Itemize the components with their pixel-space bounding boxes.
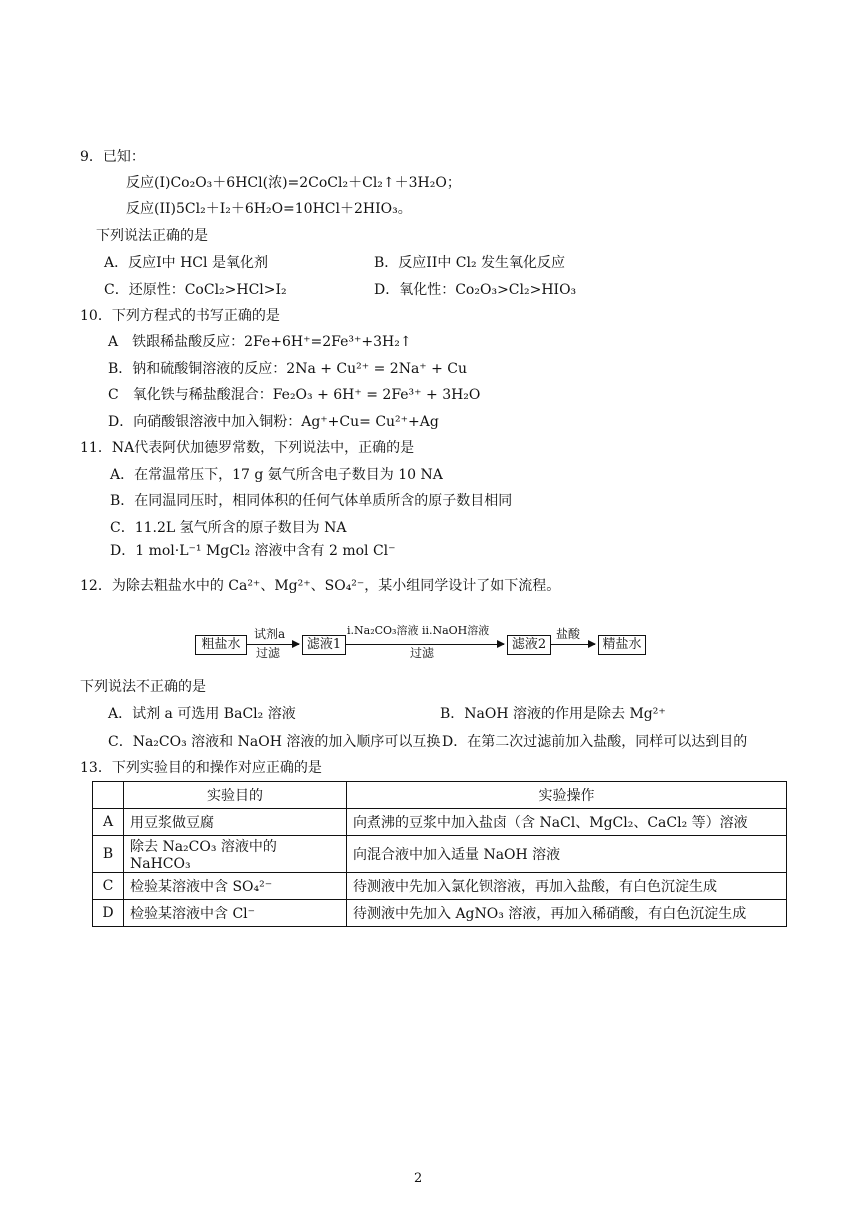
row-operation: 向煮沸的豆浆中加入盐卤（含 NaCl、MgCl₂、CaCl₂ 等）溶液 bbox=[347, 809, 787, 836]
q9-reaction-1: 反应(I)Co₂O₃＋6HCl(浓)=2CoCl₂＋Cl₂↑＋3H₂O； bbox=[126, 175, 461, 191]
flow-step1-filter: 过滤 bbox=[256, 646, 281, 660]
row-operation: 向混合液中加入适量 NaOH 溶液 bbox=[347, 836, 787, 873]
flow-step2-reagents: i.Na₂CO₃溶液 ii.NaOH溶液 bbox=[347, 624, 490, 637]
table-row bbox=[93, 873, 787, 900]
q10-option-b: B．钠和硫酸铜溶液的反应：2Na + Cu²⁺ = 2Na⁺ + Cu bbox=[108, 361, 468, 377]
row-key: D bbox=[93, 900, 124, 927]
row-operation: 待测液中先加入氯化钡溶液，再加入盐酸，有白色沉淀生成 bbox=[347, 873, 787, 900]
row-operation: 待测液中先加入 AgNO₃ 溶液，再加入稀硝酸，有白色沉淀生成 bbox=[347, 900, 787, 927]
q11-option-c: C．11.2L 氢气所含的原子数目为 NA bbox=[110, 520, 347, 536]
q12-option-b: B．NaOH 溶液的作用是除去 Mg²⁺ bbox=[440, 706, 666, 722]
experiment-table bbox=[92, 781, 787, 927]
flow-step3-acid: 盐酸 bbox=[556, 627, 581, 641]
flow-box-refined-brine: 精盐水 bbox=[598, 635, 646, 655]
q12-option-c: C．Na₂CO₃ 溶液和 NaOH 溶液的加入顺序可以互换 bbox=[108, 734, 441, 750]
q10-stem: 10．下列方程式的书写正确的是 bbox=[80, 308, 280, 324]
q9-option-b: B．反应II中 Cl₂ 发生氧化反应 bbox=[374, 255, 566, 271]
row-purpose: 检验某溶液中含 SO₄²⁻ bbox=[124, 873, 347, 900]
row-key: A bbox=[93, 809, 124, 836]
table-header-row bbox=[93, 782, 787, 809]
page-number: 2 bbox=[414, 1171, 423, 1186]
row-purpose: 用豆浆做豆腐 bbox=[124, 809, 347, 836]
row-purpose: 检验某溶液中含 Cl⁻ bbox=[124, 900, 347, 927]
flow-box-filtrate-2: 滤液2 bbox=[507, 635, 551, 655]
row-key: B bbox=[93, 836, 124, 873]
q9-option-a: A．反应I中 HCl 是氧化剂 bbox=[104, 255, 268, 271]
q9-stem: 9．已知： bbox=[80, 149, 145, 165]
table-header-purpose: 实验目的 bbox=[124, 782, 347, 809]
q12-prompt: 下列说法不正确的是 bbox=[80, 679, 206, 695]
flow-box-crude-brine: 粗盐水 bbox=[195, 635, 247, 655]
q10-option-d: D．向硝酸银溶液中加入铜粉：Ag⁺+Cu= Cu²⁺+Ag bbox=[108, 414, 439, 430]
q9-reaction-2: 反应(II)5Cl₂＋I₂＋6H₂O=10HCl＋2HIO₃。 bbox=[126, 201, 412, 217]
q9-option-c: C．还原性：CoCl₂>HCl>I₂ bbox=[104, 282, 287, 298]
q13-stem: 13．下列实验目的和操作对应正确的是 bbox=[80, 760, 322, 776]
q9-option-d: D．氧化性：Co₂O₃>Cl₂>HIO₃ bbox=[374, 282, 577, 298]
q10-option-c: C 氧化铁与稀盐酸混合：Fe₂O₃ + 6H⁺ = 2Fe³⁺ + 3H₂O bbox=[108, 387, 481, 403]
flow-arrow-2 bbox=[346, 644, 504, 645]
flow-step1-reagent: 试剂a bbox=[254, 627, 286, 641]
table-header-operation: 实验操作 bbox=[347, 782, 787, 809]
q11-stem: 11．NA代表阿伏加德罗常数，下列说法中，正确的是 bbox=[80, 440, 415, 456]
q11-option-b: B．在同温同压时，相同体积的任何气体单质所含的原子数目相同 bbox=[110, 493, 513, 509]
q12-option-a: A．试剂 a 可选用 BaCl₂ 溶液 bbox=[108, 706, 296, 722]
table-row bbox=[93, 900, 787, 927]
row-key: C bbox=[93, 873, 124, 900]
q12-stem: 12．为除去粗盐水中的 Ca²⁺、Mg²⁺、SO₄²⁻，某小组同学设计了如下流程。 bbox=[80, 578, 561, 594]
flow-box-filtrate-1: 滤液1 bbox=[302, 635, 346, 655]
flow-arrow-1 bbox=[247, 644, 299, 645]
table-header-key bbox=[93, 782, 124, 809]
row-purpose: 除去 Na₂CO₃ 溶液中的 NaHCO₃ bbox=[124, 836, 347, 873]
flow-arrow-3 bbox=[551, 644, 595, 645]
q11-option-a: A．在常温常压下，17 g 氨气所含电子数目为 10 NA bbox=[110, 467, 443, 483]
table-row bbox=[93, 836, 787, 873]
q11-option-d: D．1 mol·L⁻¹ MgCl₂ 溶液中含有 2 mol Cl⁻ bbox=[110, 543, 396, 559]
table-row bbox=[93, 809, 787, 836]
flow-step2-filter: 过滤 bbox=[410, 646, 435, 660]
q10-option-a: A 铁跟稀盐酸反应：2Fe+6H⁺=2Fe³⁺+3H₂↑ bbox=[108, 334, 412, 350]
q12-option-d: D．在第二次过滤前加入盐酸，同样可以达到目的 bbox=[442, 734, 748, 750]
q9-prompt: 下列说法正确的是 bbox=[96, 228, 208, 244]
